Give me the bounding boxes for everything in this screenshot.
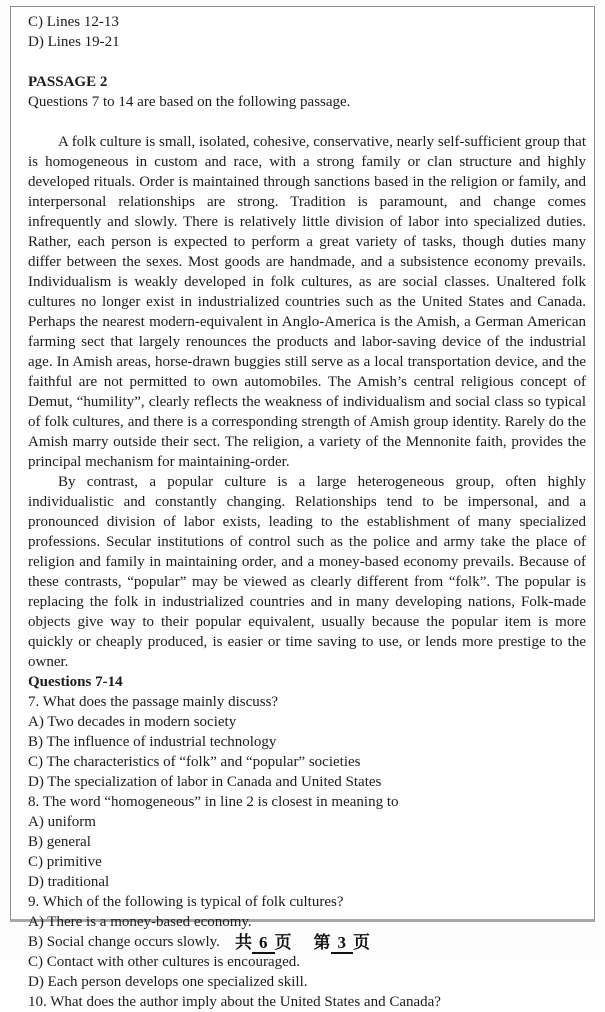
question-stem: 7. What does the passage mainly discuss? [28, 694, 279, 710]
page-footer [0, 928, 605, 954]
question-option: A) uniform [28, 814, 96, 830]
question-option: D) Each person develops one specialized skill. [28, 974, 308, 990]
question-option: A) There is a money-based economy. [28, 914, 252, 930]
question-option: C) Contact with other cultures is encouraged. [28, 954, 301, 970]
questions-heading: Questions 7-14 [28, 674, 123, 690]
blank-line [28, 112, 586, 132]
answer-option-line: D) Lines 19-21 [28, 34, 120, 50]
question-stem: 8. The word “homogeneous” in line 2 is closest in meaning to [28, 794, 399, 810]
passage-paragraph: By contrast, a popular culture is a large heterogeneous group, often highly individualistic and constantly changing. Relationships tend to be impersonal, and a pronounced division of labor exists, leading to the establishment of many specialized professions. Secular institutions of control such as the police and army take the place of religion and family in maintaining order, and a money-based economy prevails. Because of these contrasts, “popular” may be viewed as clearly different from “folk”. The popular is replacing the folk in industrialized countries and in many developing nations, Folk-made objects give way to their popular equivalent, usually because the popular item is more quickly or cheaply produced, is easier or time saving to use, or lends more prestige to the owner. [28, 474, 586, 670]
question-stem: 9. Which of the following is typical of folk cultures? [28, 894, 344, 910]
current-page-label: 第 [313, 933, 331, 952]
question-option: A) Two decades in modern society [28, 714, 237, 730]
question-option: C) The characteristics of “folk” and “popular” societies [28, 754, 361, 770]
question-option: B) The influence of industrial technology [28, 734, 277, 750]
current-page-number: 3 [331, 934, 354, 954]
question-option: B) Social change occurs slowly. [28, 934, 220, 950]
passage-intro: Questions 7 to 14 are based on the following passage. [28, 94, 351, 110]
passage-paragraph: A folk culture is small, isolated, cohesive, conservative, nearly self-sufficient group that is homogeneous in custom and race, with a strong family or clan structure and highly developed rituals. Order is maintained through sanctions based in the religion or family, and interpersonal relationships are strong. Tradition is paramount, and change comes infrequently and slowly. There is relatively little division of labor into specialized duties. Rather, each person is expected to perform a great variety of tasks, though duties many differ between the sexes. Most goods are handmade, and a subsistence economy prevails. Individualism is weakly developed in folk cultures, as are social classes. Unaltered folk cultures no longer exist in industrialized countries such as the United States and Canada. Perhaps the nearest modern-equivalent in Anglo-America is the Amish, a German American farming sect that largely renounces the products and labor-saving device of the industrial age. In Amish areas, horse-drawn buggies still serve as a local transportation device, and the faithful are not permitted to own automobiles. The Amish’s central religious concept of Demut, “humility”, clearly reflects the weakness of individualism and social class so typical of folk cultures, and there is a corresponding strength of Amish group identity. Rarely do the Amish marry outside their sect. The religion, a variety of the Mennonite faith, provides the principal mechanism for maintaining-order. [28, 134, 586, 470]
total-pages-label: 共 [235, 933, 252, 952]
blank-line [28, 52, 586, 72]
answer-option-line: C) Lines 12-13 [28, 14, 119, 30]
question-option: C) primitive [28, 854, 102, 870]
total-pages-indicator [235, 933, 292, 952]
question-option: D) traditional [28, 874, 110, 890]
total-pages-suffix: 页 [274, 933, 292, 952]
question-option: D) The specialization of labor in Canada and United States [28, 774, 382, 790]
page-frame [10, 6, 595, 1010]
total-pages-number: 6 [252, 934, 275, 954]
question-stem: 10. What does the author imply about the United States and Canada? [28, 994, 441, 1010]
current-page-suffix: 页 [353, 933, 370, 952]
passage-heading: PASSAGE 2 [28, 74, 108, 90]
question-option: B) general [28, 834, 91, 850]
current-page-indicator [314, 933, 371, 952]
